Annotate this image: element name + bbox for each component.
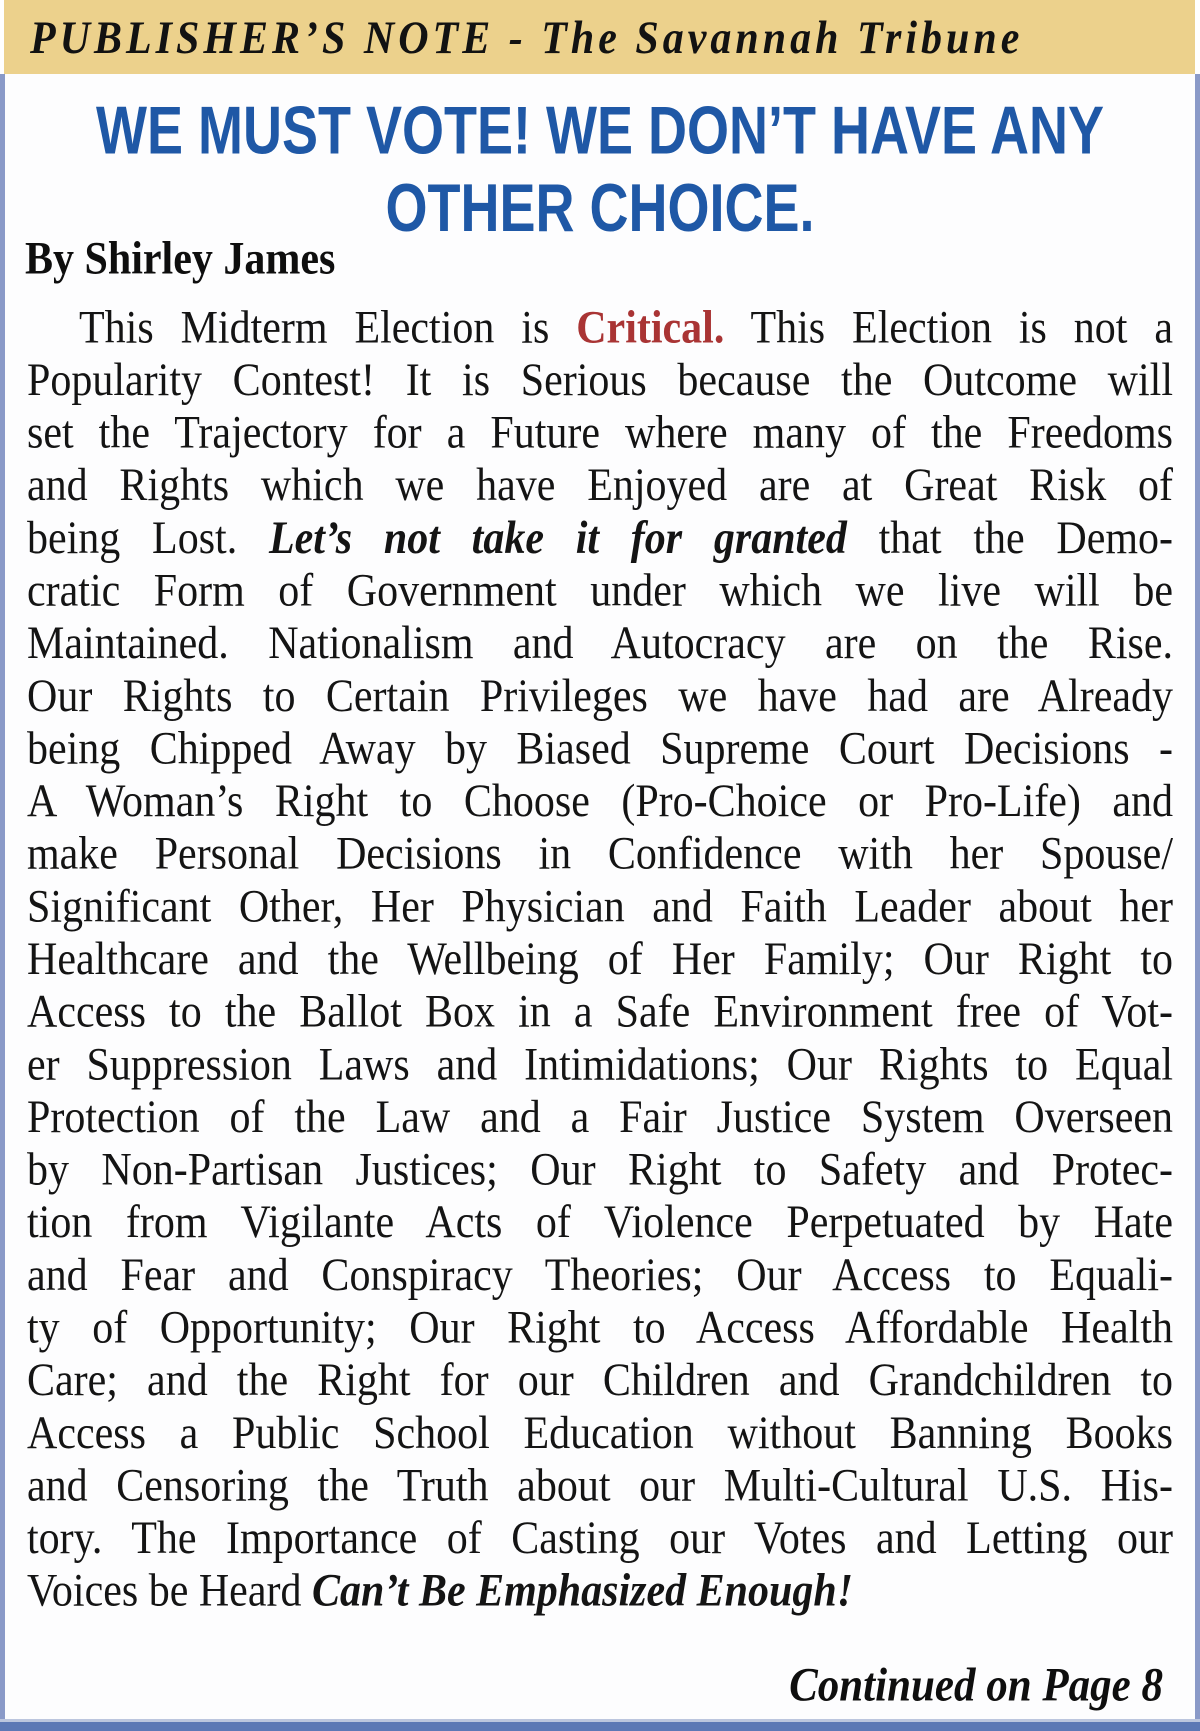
article-line — [27, 1039, 1173, 1092]
article-line — [27, 1302, 1173, 1355]
banner-title: PUBLISHER’S NOTE - The Savannah Tribune — [30, 12, 1024, 65]
article-line — [27, 986, 1173, 1039]
article-line — [27, 618, 1173, 671]
article-text-segment: A Woman’s Right to Choose (Pro-Choice or Pro-Life) and — [27, 775, 1173, 828]
article-text-segment: Access a Public School Education without Banning Books — [27, 1407, 1173, 1459]
bottom-divider-bar — [0, 1719, 1200, 1731]
article-line — [27, 670, 1173, 723]
article-line — [27, 1565, 1173, 1618]
article-text-segment: and Rights which we have Enjoyed are at Great Risk of — [27, 459, 1173, 512]
article-emphasis-bold-italic: Let’s not take it for granted — [268, 512, 847, 565]
article-line — [27, 302, 1173, 355]
article-text-segment: ty of Opportunity; Our Right to Access Affordable Health — [27, 1302, 1173, 1354]
article-line — [27, 407, 1173, 460]
article-line — [27, 460, 1173, 513]
byline: By Shirley James — [25, 234, 336, 285]
publishers-note-banner — [4, 0, 1195, 74]
article-text-segment: This Election is not a — [724, 302, 1174, 354]
article-text-segment: and Fear and Conspiracy Theories; Our Access to Equali- — [27, 1249, 1173, 1302]
continued-note: Continued on Page 8 — [789, 1660, 1163, 1712]
article-text-segment: being Chipped Away by Biased Supreme Court Decisions - — [27, 723, 1173, 775]
article-text-segment: make Personal Decisions in Confidence with her Spouse/ — [27, 828, 1173, 880]
article-text-segment: Voices be Heard — [27, 1565, 312, 1617]
article-text-segment: set the Trajectory for a Future where many of the Freedoms — [27, 407, 1173, 459]
article-line — [27, 565, 1173, 618]
article-line — [27, 776, 1173, 829]
headline-line-2: OTHER CHOICE. — [385, 170, 815, 246]
article-text-segment: Popularity Contest! It is Serious because the Outcome will — [27, 354, 1173, 407]
article-line — [27, 1355, 1173, 1408]
article-text-segment: Access to the Ballot Box in a Safe Environment free of Vot- — [27, 986, 1173, 1038]
article-line — [27, 1460, 1173, 1513]
article-text-segment: Maintained. Nationalism and Autocracy are on the Rise. — [27, 617, 1173, 670]
article-text-segment: tory. The Importance of Casting our Votes and Letting our — [27, 1512, 1173, 1565]
article-text — [27, 302, 1173, 1618]
article-text-segment: Care; and the Right for our Children and Grandchildren to — [27, 1354, 1173, 1407]
headline-line-1: WE MUST VOTE! WE DON’T HAVE ANY — [96, 93, 1104, 169]
article-text-segment: Healthcare and the Wellbeing of Her Family; Our Right to — [27, 933, 1173, 986]
article-line — [27, 1197, 1173, 1250]
article-frame — [0, 74, 1200, 1719]
article-line — [27, 723, 1173, 776]
article-line — [27, 1513, 1173, 1566]
article-text-segment: and Censoring the Truth about our Multi-Cultural U.S. His- — [27, 1460, 1173, 1512]
article-text-segment: This Midterm Election is — [79, 302, 577, 354]
headline — [5, 92, 1195, 247]
article-line — [27, 355, 1173, 408]
article-line — [27, 1407, 1173, 1460]
article-line — [27, 513, 1173, 566]
article-line — [27, 881, 1173, 934]
article-line — [27, 934, 1173, 987]
article-line — [27, 1092, 1173, 1145]
article-text-segment: Protection of the Law and a Fair Justice System Overseen — [27, 1091, 1173, 1144]
article-text-segment: Our Rights to Certain Privileges we have had are Already — [27, 670, 1173, 722]
article-text-segment: tion from Vigilante Acts of Violence Perpetuated by Hate — [27, 1196, 1173, 1249]
article-text-segment: that the Demo- — [846, 512, 1174, 565]
article-text-segment: by Non-Partisan Justices; Our Right to Safety and Protec- — [27, 1144, 1173, 1196]
article-text-segment: er Suppression Laws and Intimidations; Our Rights to Equal — [27, 1038, 1173, 1091]
article-emphasis-bold-italic: Can’t Be Emphasized Enough! — [311, 1565, 854, 1617]
article-text-segment: being Lost. — [27, 512, 269, 565]
article-line — [27, 1250, 1173, 1303]
article-emphasis-red-bold: Critical. — [576, 302, 725, 354]
article-line — [27, 828, 1173, 881]
article-text-segment: cratic Form of Government under which we live will be — [27, 565, 1173, 617]
article-text-segment: Significant Other, Her Physician and Faith Leader about her — [27, 881, 1173, 933]
article-line — [27, 1144, 1173, 1197]
